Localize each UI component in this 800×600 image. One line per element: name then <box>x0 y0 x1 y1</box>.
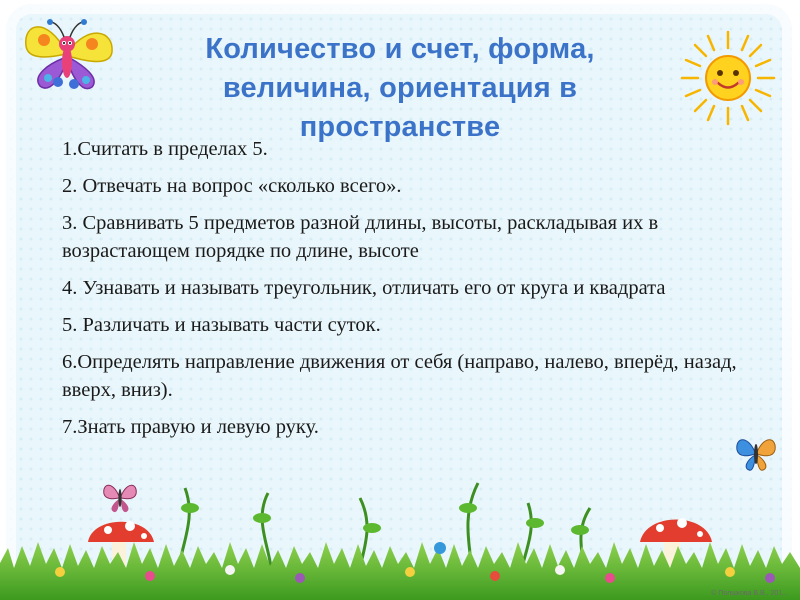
list-item: 5. Различать и называть части суток. <box>62 314 381 336</box>
slide-title: Количество и счет, форма, величина, ориентация в пространстве <box>205 33 595 143</box>
list-item: 6.Определять направление движения от себя (направо, налево, вперёд, назад, вверх, вниз). <box>62 351 737 401</box>
grass-flowers-mushrooms-icon <box>0 468 800 600</box>
list-item: 3. Сравнивать 5 предметов разной длины, высоты, раскладывая их в возрастающем порядке по длине, высоте <box>62 212 659 262</box>
list-item: 2. Отвечать на вопрос «сколько всего». <box>62 175 402 197</box>
copyright-text: © Полшкова В.В., 201... <box>711 590 788 597</box>
sun-icon <box>678 28 778 128</box>
list-item: 7.Знать правую и левую руку. <box>62 416 319 438</box>
items-list <box>62 135 752 450</box>
butterfly-icon <box>18 12 118 94</box>
list-item: 1.Считать в пределах 5. <box>62 138 268 160</box>
list-item: 4. Узнавать и называть треугольник, отличать его от круга и квадрата <box>62 277 666 299</box>
